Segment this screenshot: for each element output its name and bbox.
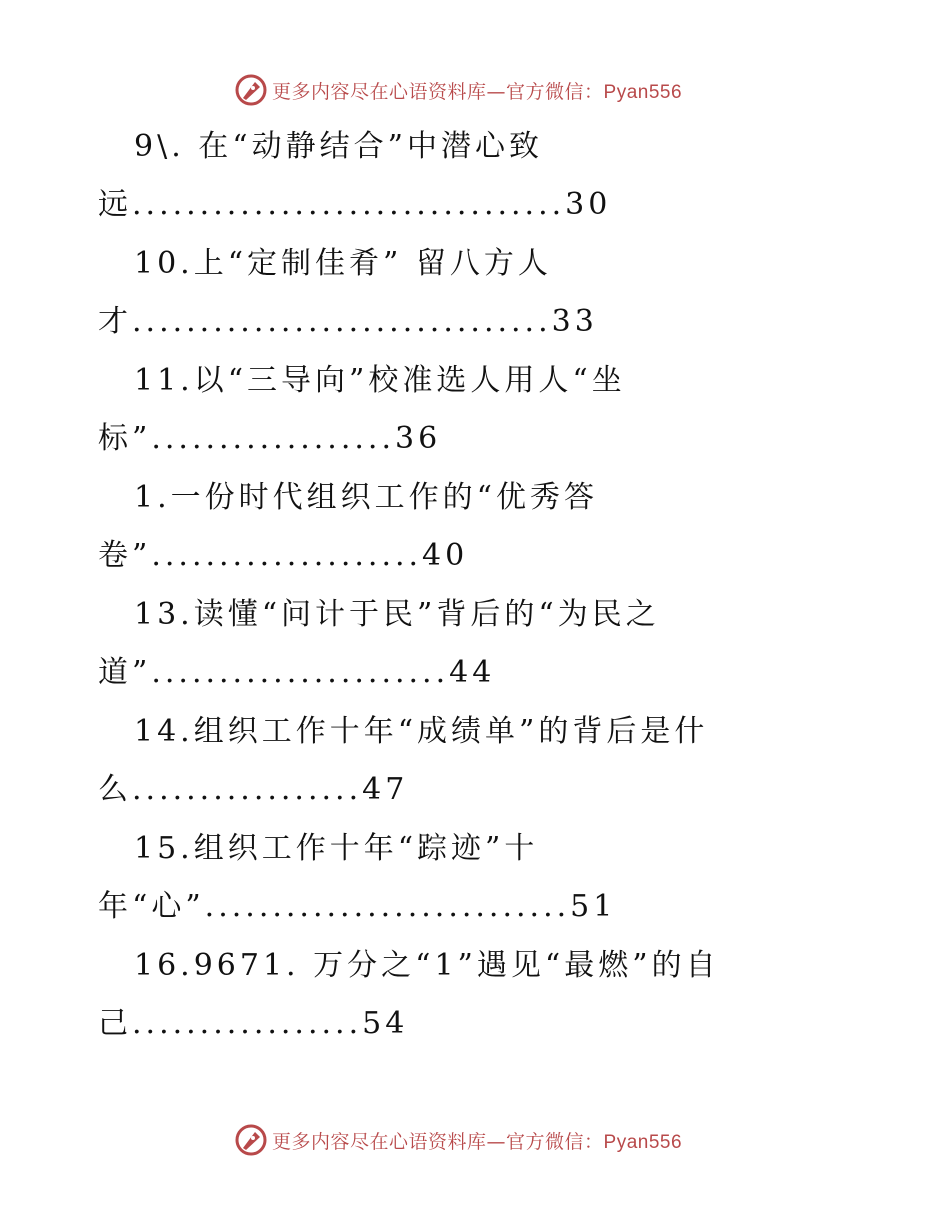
- toc-entry-page-line[interactable]: 标”..................36: [98, 421, 442, 456]
- toc-entry-page-line[interactable]: 卷”....................40: [98, 538, 469, 573]
- header-watermark-banner: [234, 72, 682, 108]
- watermark-handle: Pyan556: [603, 1131, 683, 1153]
- toc-entry-page-line[interactable]: 才...............................33: [98, 304, 598, 339]
- toc-entry-title[interactable]: 16.9671. 万分之“1”遇见“最燃”的自: [134, 948, 720, 983]
- toc-entry-title[interactable]: 11.以“三导向”校准选人用人“坐: [134, 363, 626, 398]
- toc-entry-title[interactable]: 1.一份时代组织工作的“优秀答: [134, 480, 598, 515]
- toc-entry-page-line[interactable]: 么.................47: [98, 772, 409, 807]
- pen-nib-logo-icon: [234, 1123, 268, 1157]
- watermark-handle: Pyan556: [603, 81, 683, 103]
- watermark-text: 更多内容尽在心语资料库—官方微信：Pyan556: [272, 80, 683, 103]
- toc-entry-title[interactable]: 13.读懂“问计于民”背后的“为民之: [134, 597, 660, 632]
- toc-entry-title[interactable]: 9\. 在“动静结合”中潜心致: [134, 129, 543, 164]
- toc-entry-page-line[interactable]: 远................................30: [98, 187, 612, 222]
- toc-entry-page-line[interactable]: 年“心”...........................51: [98, 889, 617, 924]
- toc-entry-title[interactable]: 14.组织工作十年“成绩单”的背后是什: [134, 714, 709, 749]
- toc-entry-page-line[interactable]: 己.................54: [98, 1006, 409, 1041]
- watermark-text: 更多内容尽在心语资料库—官方微信：Pyan556: [272, 1130, 683, 1153]
- toc-entry-title[interactable]: 10.上“定制佳肴” 留八方人: [134, 246, 552, 281]
- pen-nib-logo-icon: [234, 73, 268, 107]
- toc-entry-title[interactable]: 15.组织工作十年“踪迹”十: [134, 831, 539, 866]
- footer-watermark-banner: [234, 1122, 682, 1158]
- toc-entry-page-line[interactable]: 道”......................44: [98, 655, 496, 690]
